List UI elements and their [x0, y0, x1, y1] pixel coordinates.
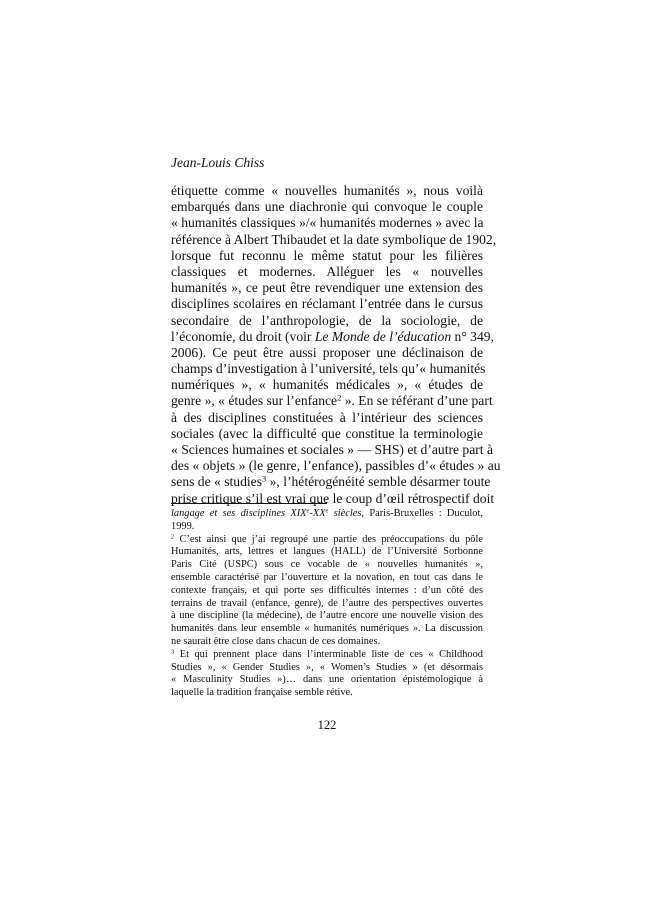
body-line-5: lorsque fut reconnu le même statut pour les filières: [171, 247, 483, 263]
footnote-line-7: contexte français, et qui porte ses difficultés internes : d’un côté des: [171, 584, 483, 596]
footnote-line-15: laquelle la tradition française semble rétive.: [171, 687, 353, 699]
running-head: Jean-Louis Chiss: [171, 155, 265, 170]
body-line-1: étiquette comme « nouvelles humanités », nous voilà: [171, 183, 483, 198]
footnote-line-10: humanités dans leur ensemble « humanités numériques ». La discussion: [171, 623, 483, 635]
footnote-line-13: Studies », « Gender Studies », « Women’s Studies » (et désormais: [171, 661, 483, 673]
footnote-separator: [171, 503, 327, 504]
footnote-ref-3: 3: [262, 473, 267, 484]
body-line-8: disciplines scolaires en réclamant l’entrée dans le cursus: [171, 296, 483, 312]
footnote-ref-2: 2: [337, 392, 342, 403]
footnote-line-6: ensemble caractérisé par l’ouverture et la novation, en tout cas dans le: [171, 571, 483, 583]
body-line-15: à des disciplines constituées à l’intérieur des sciences: [171, 409, 483, 425]
body-line-13: numériques », « humanités médicales », « études de: [171, 377, 483, 393]
body-line-12: champs d’investigation à l’université, tels qu’« humanités: [171, 361, 486, 377]
body-text: [171, 183, 501, 507]
body-line-7: humanités », ce peut être revendiquer une extension des: [171, 280, 483, 296]
body-line-2: embarqués dans une diachronie qui convoque le couple: [171, 199, 483, 215]
body-line-17: « Sciences humaines et sociales » — SHS) et d’autre part à: [171, 442, 494, 457]
footnote-line-9: à une discipline (la médecine), de l’autre encore une nouvelle vision des: [171, 610, 483, 622]
body-line-11: 2006). Ce peut être aussi proposer une déclinaison de: [171, 344, 483, 360]
body-line-10: l’économie, du droit (voir Le Monde de l’éducation n° 349,: [171, 328, 494, 344]
body-line-14: genre », « études sur l’enfance$^2$ ». En se référant d’une part: [171, 392, 493, 409]
footnote-marker-2: 2: [171, 533, 175, 541]
body-line-20: prise critique s’il est vrai que le coup d’œil rétrospectif doit: [171, 490, 495, 506]
journal-title: Le Monde de l’éducation: [314, 328, 452, 344]
footnote-marker-3: 3: [171, 648, 175, 656]
book-page: [171, 0, 501, 920]
footnote-line-4: Humanités, arts, lettres et langues (HALL) de l’Université Sorbonne: [171, 546, 483, 558]
footnotes: [171, 508, 483, 700]
body-line-4: référence à Albert Thibaudet et la date symbolique de 1902,: [171, 231, 497, 247]
footnote-line-14: « Masculinity Studies »)… dans une orientation épistémologique à: [171, 674, 483, 686]
footnote-line-3: $^2$ C’est ainsi que j’ai regroupé une partie des préoccupations du pôle: [171, 533, 483, 545]
footnote-line-8: terrains de travail (enfance, genre), de l’autre des perspectives ouvertes: [171, 597, 483, 609]
page-number: 122: [317, 718, 337, 732]
footnote-line-11: ne saurait être close dans chacun de ces domaines.: [171, 635, 381, 647]
body-line-6: classiques et modernes. Alléguer les « nouvelles: [171, 263, 483, 279]
body-line-16: sociales (avec la difficulté que constitue la terminologie: [171, 425, 483, 441]
body-line-18: des « objets » (le genre, l’enfance), passibles d’« études » au: [171, 458, 501, 474]
footnote-line-12: $^3$ Et qui prennent place dans l’interminable liste de ces « Childhood: [171, 648, 483, 660]
footnote-line-2: 1999.: [171, 520, 195, 532]
footnote-line-1: langage et ses disciplines XIXe-XXe siècles, Paris-Bruxelles : Duculot,: [171, 507, 483, 519]
body-line-9: secondaire de l’anthropologie, de la sociologie, de: [171, 312, 483, 328]
footnote-line-5: Paris Cité (USPC) sous ce vocable de « nouvelles humanités »,: [171, 559, 483, 571]
body-line-3: « humanités classiques »/« humanités modernes » avec la: [171, 215, 484, 231]
body-line-19: sens de « studies$^3$ », l’hétérogénéité semble désarmer toute: [171, 473, 491, 490]
